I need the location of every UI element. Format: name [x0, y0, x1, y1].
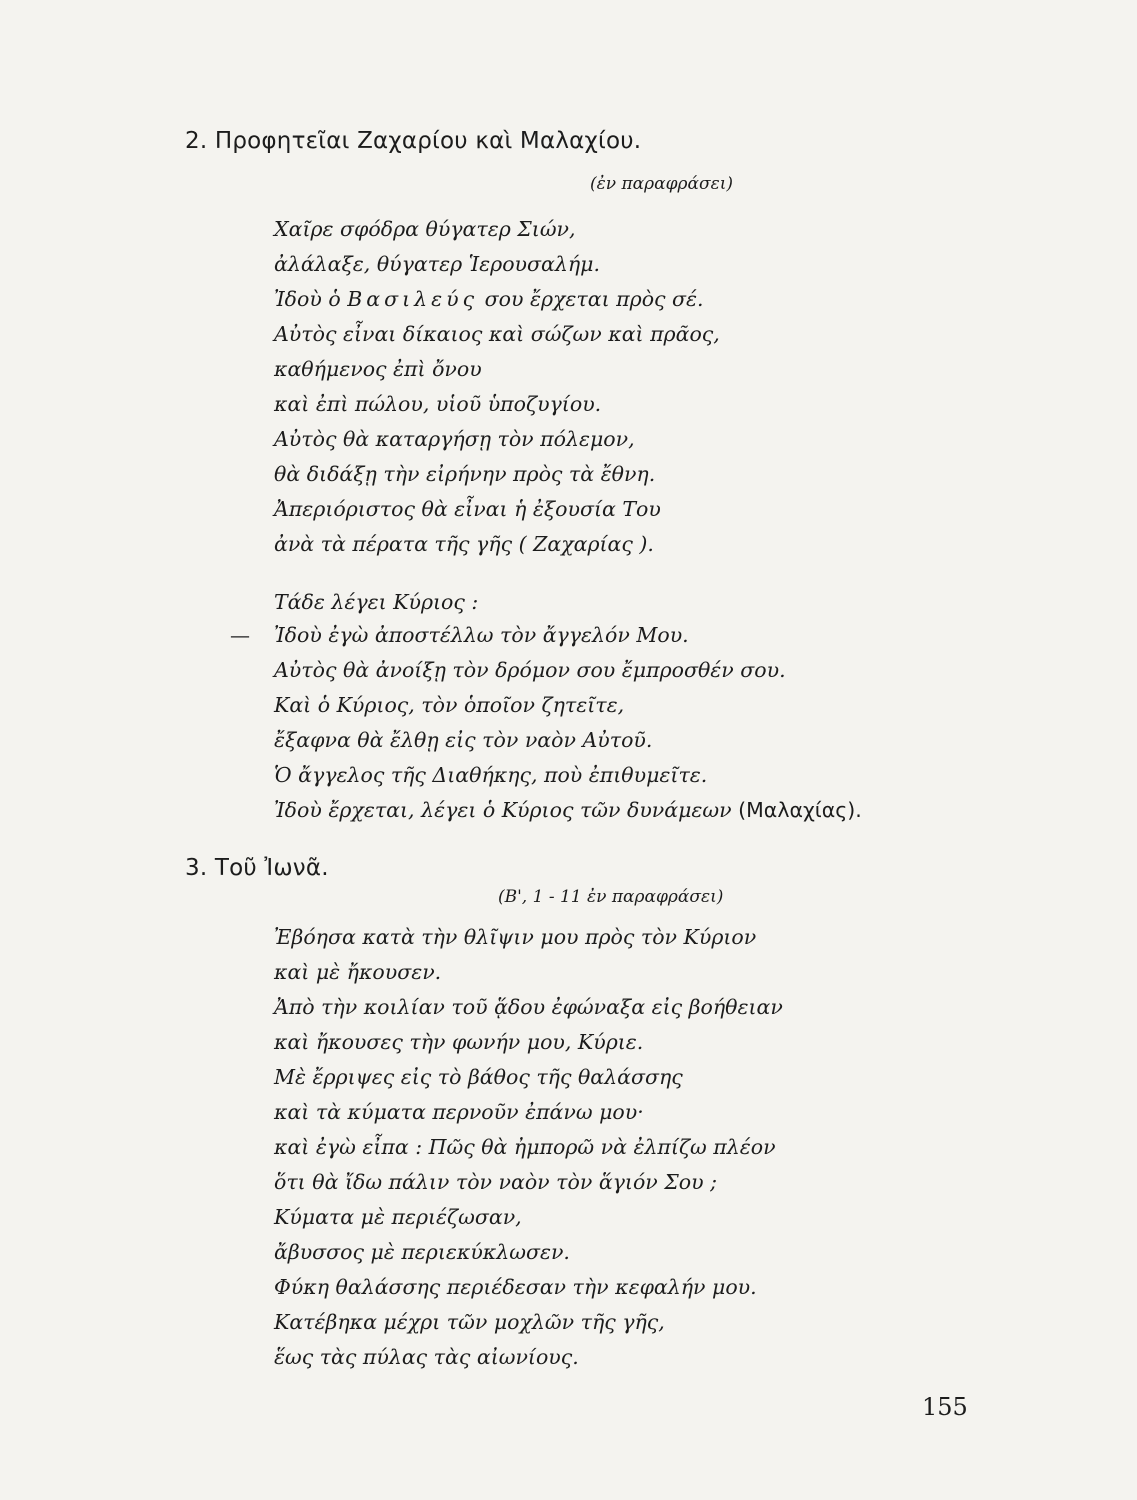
idou-king: Βασιλεύς: [347, 287, 479, 311]
malachi-reference: (Μαλαχίας).: [738, 798, 862, 822]
verse-line: ἀλάλαξε, θύγατερ Ἱερουσαλήμ.: [274, 252, 600, 276]
verse-line: [274, 798, 862, 822]
malachi-last-line: Ἰδοὺ ἔρχεται, λέγει ὁ Κύριος τῶν δυνάμεων: [274, 798, 732, 822]
verse-line: Αὐτὸς θὰ ἀνοίξῃ τὸν δρόμον σου ἔμπροσθέν σου.: [274, 658, 786, 682]
verse-line: Κατέβηκα μέχρι τῶν μοχλῶν τῆς γῆς,: [274, 1310, 665, 1334]
verse-line: Ἐβόησα κατὰ τὴν θλῖψιν μου πρὸς τὸν Κύριον: [274, 925, 757, 949]
section-2-note: (ἐν παραφράσει): [590, 174, 734, 194]
verse-line: Ἀπὸ τὴν κοιλίαν τοῦ ᾅδου ἐφώναξα εἰς βοήθειαν: [274, 995, 783, 1019]
verse-line: Φύκη θαλάσσης περιέδεσαν τὴν κεφαλήν μου.: [274, 1275, 757, 1299]
verse-line: θὰ διδάξῃ τὴν εἰρήνην πρὸς τὰ ἔθνη.: [274, 462, 656, 486]
verse-line: ἕως τὰς πύλας τὰς αἰωνίους.: [274, 1345, 579, 1369]
section-2-heading: 2. Προφητεῖαι Ζαχαρίου καὶ Μαλαχίου.: [185, 128, 642, 154]
section-3-heading: 3. Τοῦ Ἰωνᾶ.: [185, 855, 329, 881]
idou-suffix: σου ἔρχεται πρὸς σέ.: [484, 287, 704, 311]
verse-line: Κύματα μὲ περιέζωσαν,: [274, 1205, 522, 1229]
idou-prefix: Ἰδοὺ ὁ: [274, 287, 341, 311]
verse-line: Ἀπεριόριστος θὰ εἶναι ἡ ἐξουσία Του: [274, 497, 661, 521]
verse-line: καὶ ἐπὶ πώλου, υἱοῦ ὑποζυγίου.: [274, 392, 602, 416]
verse-line: Χαῖρε σφόδρα θύγατερ Σιών,: [274, 217, 576, 241]
verse-line: Καὶ ὁ Κύριος, τὸν ὁποῖον ζητεῖτε,: [274, 693, 625, 717]
verse-line: ἄβυσσος μὲ περιεκύκλωσεν.: [274, 1240, 570, 1264]
verse-line: Μὲ ἔρριψες εἰς τὸ βάθος τῆς θαλάσσης: [274, 1065, 683, 1089]
verse-line: ὅτι θὰ ἴδω πάλιν τὸν ναὸν τὸν ἅγιόν Σου ;: [274, 1170, 718, 1194]
verse-line: Αὐτὸς εἶναι δίκαιος καὶ σώζων καὶ πρᾶος,: [274, 322, 720, 346]
verse-line: καὶ τὰ κύματα περνοῦν ἐπάνω μου·: [274, 1100, 644, 1124]
verse-line: καὶ ἐγὼ εἶπα : Πῶς θὰ ἠμπορῶ νὰ ἐλπίζω πλέον: [274, 1135, 776, 1159]
verse-line: καὶ ἤκουσες τὴν φωνήν μου, Κύριε.: [274, 1030, 644, 1054]
verse-line: [274, 287, 704, 311]
verse-line: ἀνὰ τὰ πέρατα τῆς γῆς ( Ζαχαρίας ).: [274, 532, 654, 556]
verse-line: Τάδε λέγει Κύριος :: [274, 590, 479, 614]
section-3-note: (Β', 1 - 11 ἐν παραφράσει): [498, 887, 724, 907]
verse-line: καθήμενος ἐπὶ ὄνου: [274, 357, 482, 381]
verse-line: ἔξαφνα θὰ ἔλθῃ εἰς τὸν ναὸν Αὐτοῦ.: [274, 728, 653, 752]
verse-line: Αὐτὸς θὰ καταργήσῃ τὸν πόλεμον,: [274, 427, 635, 451]
verse-line: Ὁ ἄγγελος τῆς Διαθήκης, ποὺ ἐπιθυμεῖτε.: [274, 763, 708, 787]
verse-line: Ἰδοὺ ἐγὼ ἀποστέλλω τὸν ἄγγελόν Μου.: [274, 623, 689, 647]
verse-line: καὶ μὲ ἤκουσεν.: [274, 960, 442, 984]
page-number: 155: [922, 1393, 968, 1421]
em-dash: —: [230, 623, 250, 647]
